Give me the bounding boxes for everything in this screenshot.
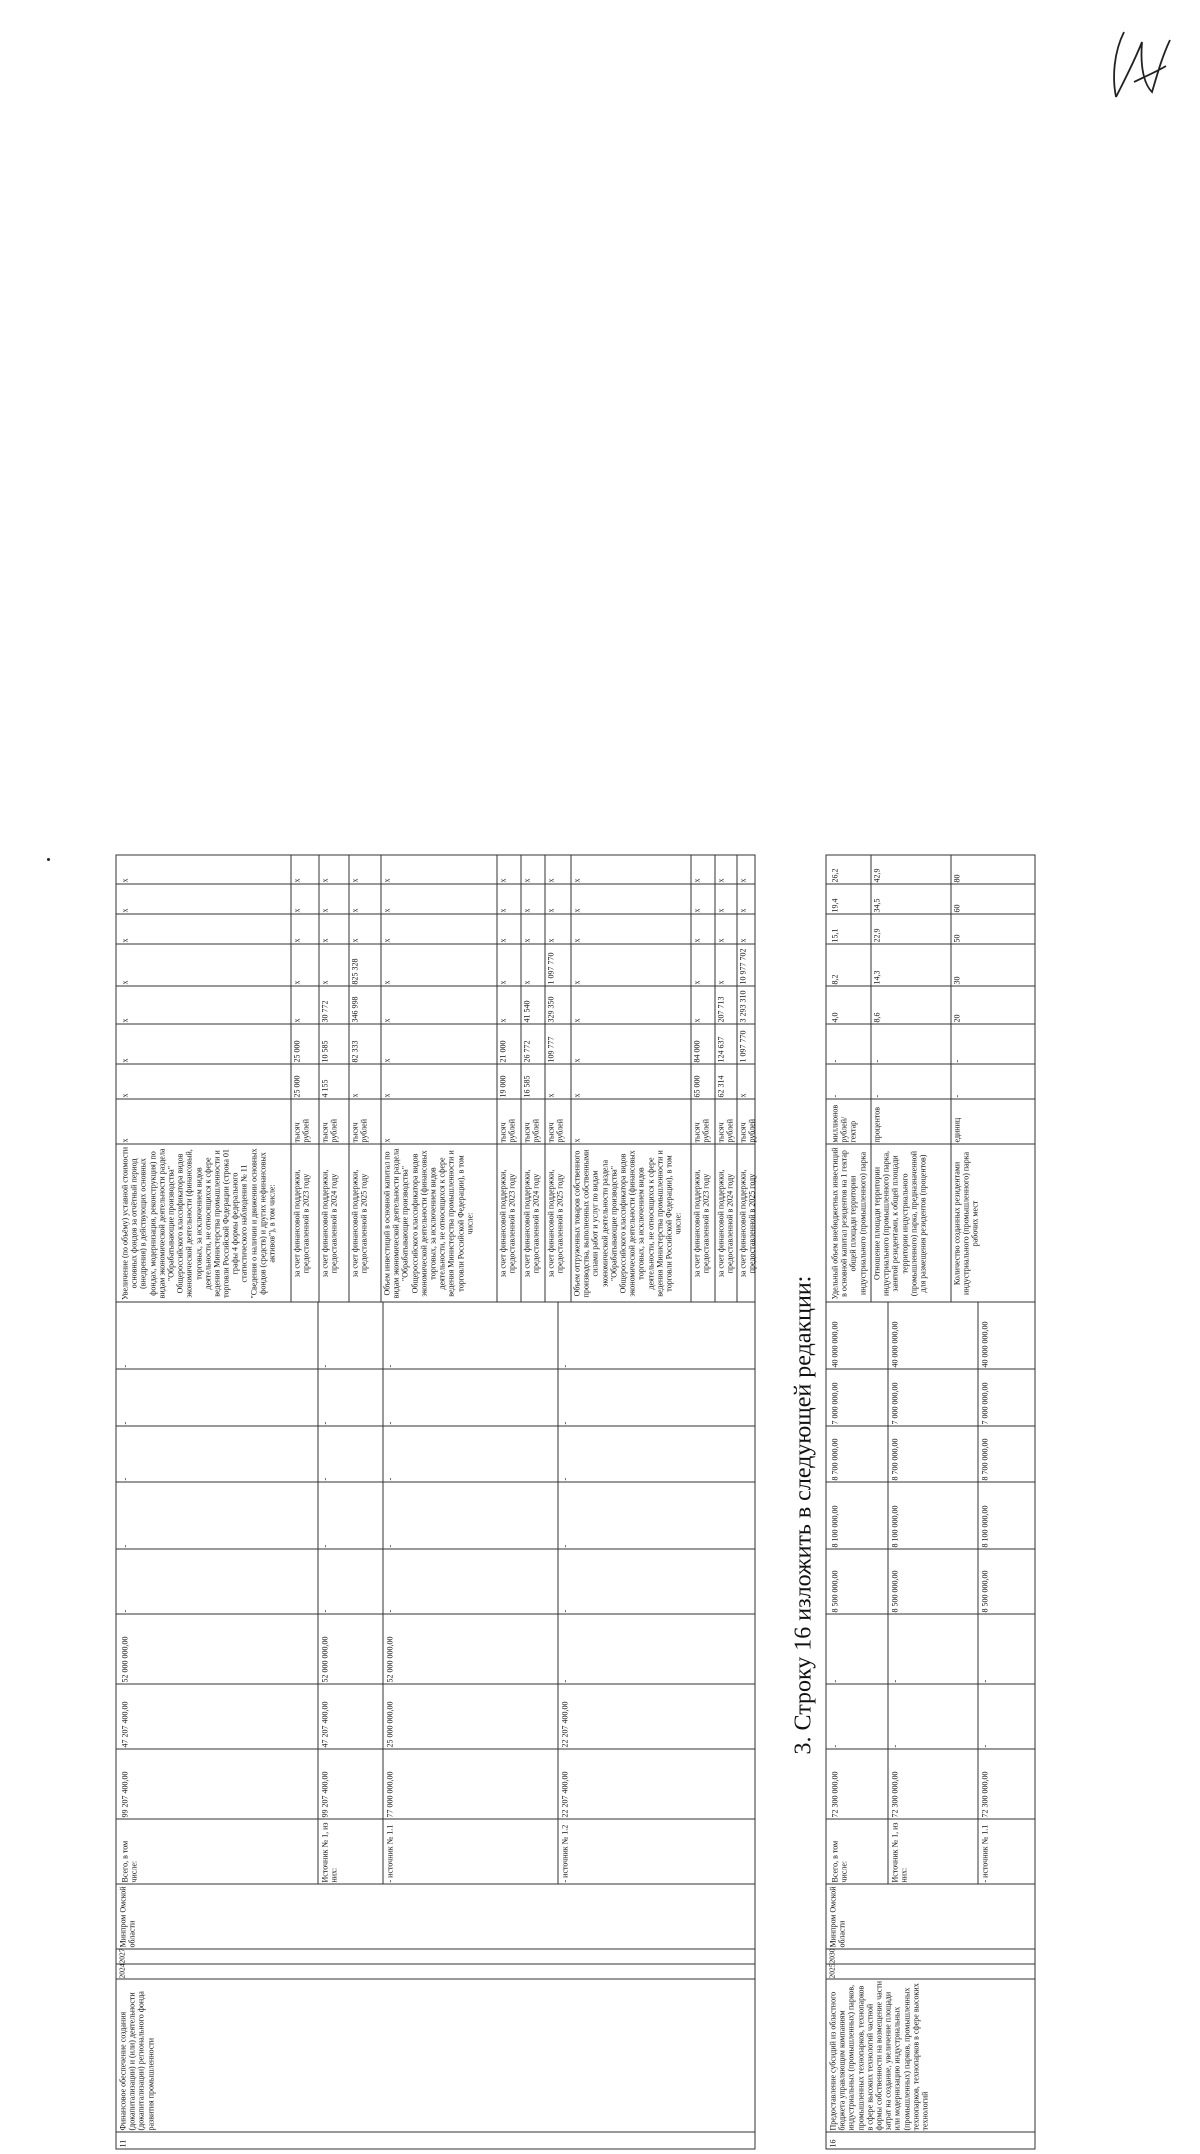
table1-indicator-base: 4 155 — [320, 1079, 329, 1097]
table1-indicator-v4: x — [716, 938, 725, 942]
table1-indicator-v2: x — [382, 1018, 391, 1022]
table1-col-divider — [115, 1948, 755, 1949]
table2-funding-y2024: - — [980, 1744, 989, 1747]
table1-executor: Минпром Омской области — [118, 1885, 137, 1947]
table1-indicator-v2: 346 998 — [350, 996, 359, 1022]
table1-indicator-v4: x — [572, 938, 581, 942]
table1-indicator-v2: x — [292, 1018, 301, 1022]
table2-indicator-v3: 8,2 — [830, 974, 839, 984]
table2-executor: Минпром Омской области — [828, 1885, 847, 1947]
table1-indicator-name: за счет финансовой поддержки, предоставленной в 2024 году — [716, 1169, 735, 1277]
table1-col-divider — [115, 1963, 755, 1964]
table1-indicator-v6: x — [522, 878, 531, 882]
table2-col-divider — [825, 883, 1035, 884]
table1-col-divider — [115, 1683, 755, 1684]
table1-indicator-v1: x — [382, 1058, 391, 1062]
table2-col-divider — [825, 1683, 1035, 1684]
table1-indicator-unit: тысяч рублей — [320, 1118, 339, 1142]
table1-funding-y2028: - — [320, 1477, 329, 1480]
table1-funding-y2025: 52 000 000,00 — [385, 1636, 394, 1682]
table2-funding-y2024: - — [890, 1744, 899, 1747]
table1-indicator-row-divider — [290, 854, 291, 1302]
table1-indicator-v3: x — [692, 980, 701, 984]
table1-funding-row-divider — [382, 1302, 383, 1884]
table2-indicator-v2: 4,0 — [830, 1012, 839, 1022]
table2-indicator-unit: единиц — [952, 1117, 961, 1142]
table1-indicator-v3: x — [716, 980, 725, 984]
table1-indicator-v5: x — [320, 908, 329, 912]
table1-indicator-v3: x — [320, 980, 329, 984]
table1-col-divider — [115, 1098, 755, 1099]
table2-col-divider — [825, 1368, 1035, 1369]
table1-indicator-base: 25 000 — [292, 1075, 301, 1097]
table1-indicator-row-divider — [348, 854, 349, 1302]
table1-funding-y2029: - — [560, 1421, 569, 1424]
table1-indicator-v2: 329 350 — [546, 996, 555, 1022]
table1-indicator-v3: x — [292, 980, 301, 984]
table1-indicator-v6: x — [320, 878, 329, 882]
table1-indicator-v2: x — [692, 1018, 701, 1022]
table2-funding-y2029: 7 000 000,00 — [980, 1382, 989, 1424]
table1-indicator-row-divider — [714, 854, 715, 1302]
table1-funding-y2024: 47 207 400,00 — [120, 1701, 129, 1747]
table2-indicator-v6: 26,2 — [830, 868, 839, 882]
table2-col-divider — [825, 913, 1035, 914]
table1-col-divider — [115, 2131, 755, 2132]
table1-funding-y2030: - — [120, 1364, 129, 1367]
table1-indicator-name: за счет финансовой поддержки, предоставленной в 2025 году — [350, 1169, 369, 1277]
table1-indicator-v4: x — [692, 938, 701, 942]
table1-indicator-unit: тысяч рублей — [716, 1118, 735, 1142]
table1-year-start: 2024 — [117, 1963, 126, 1978]
table2-indicator-row-divider — [870, 854, 871, 1302]
table1-col-divider — [115, 883, 755, 884]
table2-funding-y2028: 8 700 000,00 — [830, 1438, 839, 1480]
table1-funding-label: - источник № 1.1 — [385, 1824, 394, 1882]
table1-indicator-v5: x — [382, 908, 391, 912]
table1-funding-total: 99 207 400,00 — [120, 1771, 129, 1817]
table2-indicator-v1: - — [830, 1059, 839, 1062]
table1-indicator-name: за счет финансовой поддержки, предоставленной в 2025 году — [738, 1169, 757, 1277]
table2-funding-y2027: 8 100 000,00 — [890, 1505, 899, 1547]
table1-indicator-name: за счет финансовой поддержки, предоставленной в 2023 году — [692, 1169, 711, 1277]
table1-indicator-v3: x — [498, 980, 507, 984]
table1-indicator-row-divider — [496, 854, 497, 1302]
table1-funding-y2027: - — [320, 1544, 329, 1547]
table1-indicator-base: x — [572, 1093, 581, 1097]
table1-indicator-v4: x — [546, 938, 555, 942]
table2-funding-y2029: 7 000 000,00 — [830, 1382, 839, 1424]
speck — [47, 858, 50, 861]
table1-col-divider — [115, 1748, 755, 1749]
table1-col-divider — [115, 1143, 755, 1144]
table1-indicator-v3: x — [120, 980, 129, 984]
table1-indicator-base: 62 314 — [716, 1075, 725, 1097]
table2-indicator-v4: 50 — [952, 934, 961, 942]
table1-indicator-v4: x — [382, 938, 391, 942]
table1-indicator-v1: 21 000 — [498, 1040, 507, 1062]
table1-indicator-base: x — [350, 1093, 359, 1097]
table1-indicator-unit: тысяч рублей — [546, 1118, 565, 1142]
table2-col-divider — [825, 1023, 1035, 1024]
table2-col-divider — [825, 1425, 1035, 1426]
table1-col-divider — [115, 1301, 755, 1302]
table1-col-divider — [115, 985, 755, 986]
table2-col-divider — [825, 1098, 1035, 1099]
table1-indicator-v4: x — [320, 938, 329, 942]
table1-indicator-v1: x — [120, 1058, 129, 1062]
table2-col-divider — [825, 1948, 1035, 1949]
table1-funding-total: 77 000 000,00 — [385, 1771, 394, 1817]
signature-icon — [1104, 22, 1184, 106]
table1-col-divider — [115, 1481, 755, 1482]
table1-indicator-name: за счет финансовой поддержки, предоставленной в 2025 году — [546, 1169, 565, 1277]
table1-indicator-row-divider — [318, 854, 319, 1302]
table1-indicator-v1: 109 777 — [546, 1036, 555, 1062]
table2-indicator-v3: 14,3 — [872, 970, 881, 984]
table1-col-divider — [115, 1883, 755, 1884]
table2-col-divider — [825, 1481, 1035, 1482]
table1-indicator-base: 19 000 — [498, 1075, 507, 1097]
table1-indicator-name: за счет финансовой поддержки, предоставленной в 2024 году — [522, 1169, 541, 1277]
table2-funding-label: - источник № 1.1 — [980, 1824, 989, 1882]
table1-col-divider — [115, 1613, 755, 1614]
table2-funding-y2030: 40 000 000,00 — [830, 1321, 839, 1367]
table1-indicator-base: x — [382, 1093, 391, 1097]
table2-col-divider — [825, 1548, 1035, 1549]
table1-indicator-unit: тысяч рублей — [498, 1118, 517, 1142]
table1-year-end: 2027 — [117, 1948, 126, 1963]
table1-indicator-v1: 26 772 — [522, 1040, 531, 1062]
table1-indicator-v3: x — [382, 980, 391, 984]
table1-indicator-v3: 10 977 702 — [738, 948, 747, 984]
table2-funding-y2026: 8 500 000,00 — [830, 1570, 839, 1612]
table1-funding-y2027: - — [560, 1544, 569, 1547]
table1-indicator-unit: x — [120, 1138, 129, 1142]
table2-funding-y2030: 40 000 000,00 — [980, 1321, 989, 1367]
table2-indicator-v5: 19,4 — [830, 898, 839, 912]
table1-indicator-row-divider — [690, 854, 691, 1302]
table1-indicator-unit: x — [572, 1138, 581, 1142]
table1-indicator-v5: x — [692, 908, 701, 912]
table2-indicator-unit: процентов — [872, 1106, 881, 1142]
table1-funding-y2026: - — [120, 1609, 129, 1612]
table2-indicator-v2: 20 — [952, 1014, 961, 1022]
table2-col-divider — [825, 1063, 1035, 1064]
table1-indicator-v4: x — [350, 938, 359, 942]
table2-indicator-v3: 30 — [952, 976, 961, 984]
table1-indicator-row-divider — [520, 854, 521, 1302]
table2-funding-y2030: 40 000 000,00 — [890, 1321, 899, 1367]
table1-indicator-unit: x — [382, 1138, 391, 1142]
table1-indicator-v2: 3 293 310 — [738, 990, 747, 1022]
table1-funding-y2027: - — [120, 1544, 129, 1547]
table1-indicator-base: 65 000 — [692, 1075, 701, 1097]
table1-funding-y2025: - — [560, 1679, 569, 1682]
table2-year-start: 2025 — [827, 1963, 836, 1978]
table1-indicator-v1: x — [572, 1058, 581, 1062]
table1-funding-y2028: - — [120, 1477, 129, 1480]
table2-col-divider — [825, 1143, 1035, 1144]
table1-indicator-v5: x — [498, 908, 507, 912]
table1-funding-y2025: 52 000 000,00 — [320, 1636, 329, 1682]
table2-funding-y2026: 8 500 000,00 — [980, 1570, 989, 1612]
table1-indicator-v2: 30 772 — [320, 1000, 329, 1022]
table1-funding-y2026: - — [385, 1609, 394, 1612]
table1-indicator-v2: 207 713 — [716, 996, 725, 1022]
table2-col-divider — [825, 1883, 1035, 1884]
table1-indicator-unit: тысяч рублей — [292, 1118, 311, 1142]
table1-indicator-name: за счет финансовой поддержки, предоставленной в 2024 году — [320, 1169, 339, 1277]
table1-indicator-v4: x — [738, 938, 747, 942]
table1-indicator-v2: x — [572, 1018, 581, 1022]
table1-col-divider — [115, 913, 755, 914]
table1-col-divider — [115, 1548, 755, 1549]
table2-indicator-unit: миллионов рублей/гектар — [830, 1104, 858, 1142]
table2-col-divider — [825, 1613, 1035, 1614]
table1-funding-y2025: 52 000 000,00 — [120, 1636, 129, 1682]
table1-col-divider — [115, 1978, 755, 1979]
table1-item-name: Финансовое обеспечение создания (докапитализации) и (или) деятельности (докапитализации) регионального фонда развития промышленности — [118, 1990, 155, 2130]
table1-funding-y2026: - — [320, 1609, 329, 1612]
table2-funding-y2029: 7 000 000,00 — [890, 1382, 899, 1424]
table1-indicator-name: Увеличение (по объёму) уставной стоимости основных фондов за отчётный период (внедрения) в действующих основных фондах, модернизация, реконструкция) по видам экономической деятельности раздела "Обрабатывающие производства" Общероссийского классификатора видов экономической деятельности (финансовый, торговых, за исключением видов деятельности, не относящихся к сфере ведения Министерства промышленности и торговли Российской Федерации (строка 01 графы 4 формы федерального статистического наблюдения № 11 "Сведения о наличии и движении основных фондов (средств) и других нефинансовых активов"), в том числе: — [120, 1146, 276, 1300]
table2-item-name: Предоставление субсидий из областного бюджета управляющим компаниям индустриальных (промышленных) парков, промышленных технопарков, технопарков в сфере высоких технологий частной формы собственности на возмещение части затрат на создание, увеличение площади или модернизацию индустриальных (промышленных) парков, промышленных технопарков, технопарков в сфере высоких технологий — [828, 1980, 929, 2130]
table1-funding-label: Источник № 1, из них: — [320, 1821, 339, 1882]
table1-col-divider — [115, 1818, 755, 1819]
table1-indicator-row-divider — [570, 854, 571, 1302]
table1-indicator-v6: x — [572, 878, 581, 882]
table1-indicator-v5: x — [716, 908, 725, 912]
table2-col-divider — [825, 1818, 1035, 1819]
table1-indicator-v1: 84 000 — [692, 1040, 701, 1062]
table1-indicator-unit: тысяч рублей — [738, 1118, 757, 1142]
table1-indicator-v6: x — [546, 878, 555, 882]
table1-col-divider — [115, 1063, 755, 1064]
table1-indicator-row-divider — [544, 854, 545, 1302]
table2-col-divider — [825, 985, 1035, 986]
table1-indicator-base: x — [120, 1093, 129, 1097]
table1-funding-row-divider — [317, 1302, 318, 1884]
table1-indicator-v1: 1 097 770 — [738, 1030, 747, 1062]
table1-funding-y2024: 47 207 400,00 — [320, 1701, 329, 1747]
table1-indicator-v5: x — [572, 908, 581, 912]
table2-funding-y2025: - — [980, 1679, 989, 1682]
table1-indicator-v2: x — [498, 1018, 507, 1022]
table1-indicator-v6: x — [692, 878, 701, 882]
table2-indicator-base: - — [830, 1094, 839, 1097]
table2-indicator-v6: 80 — [952, 874, 961, 882]
table1-indicator-name: Объем инвестиций в основной капитал по видам экономической деятельности раздела "Обрабатывающие производства" Общероссийского классификатора видов экономической деятельности (финансовых торговых, за исключением видов деятельности, не относящихся к сфере ведения Министерства промышленности и торговли Российской Федерации), в том числе: — [382, 1148, 474, 1298]
table2-indicator-base: - — [872, 1094, 881, 1097]
table2-indicator-v5: 60 — [952, 904, 961, 912]
table1-indicator-v6: x — [350, 878, 359, 882]
table1-indicator-v2: x — [120, 1018, 129, 1022]
table2-indicator-v4: 22,9 — [872, 928, 881, 942]
table1-funding-y2029: - — [120, 1421, 129, 1424]
table1-funding-total: 22 207 400,00 — [560, 1771, 569, 1817]
table1-funding-y2030: - — [320, 1364, 329, 1367]
table1-indicator-v4: x — [498, 938, 507, 942]
table2-indicator-name: Количество созданных резидентами индустриального (промышленного) парка рабочих мест — [952, 1151, 980, 1295]
table1-col-divider — [115, 943, 755, 944]
table2-year-end: 2030 — [827, 1948, 836, 1963]
table2-indicator-v2: 8,6 — [872, 1012, 881, 1022]
table2-funding-row-divider — [977, 1302, 978, 1884]
table1-indicator-row-divider — [380, 854, 381, 1302]
table2-funding-y2025: - — [830, 1679, 839, 1682]
table1-indicator-v5: x — [546, 908, 555, 912]
table1-indicator-v4: x — [120, 938, 129, 942]
table2-indicator-v6: 42,9 — [872, 868, 881, 882]
table1-funding-y2029: - — [320, 1421, 329, 1424]
table1-indicator-name: за счет финансовой поддержки, предоставленной в 2023 году — [292, 1169, 311, 1277]
table2-funding-y2027: 8 100 000,00 — [980, 1505, 989, 1547]
table1-indicator-unit: тысяч рублей — [350, 1118, 369, 1142]
table2-frame — [825, 854, 1035, 2149]
table1-indicator-v6: x — [382, 878, 391, 882]
table1-indicator-base: x — [546, 1093, 555, 1097]
table2-row-number: 16 — [828, 2139, 837, 2147]
table2-indicator-name: Отношение площади территории индустриального (промышленного) парка, занятой резидентами, к общей площади территории индустриального (промышленного) парка, предназначенной для размещения резидентов (процентов) — [872, 1150, 927, 1296]
table2-funding-row-divider — [887, 1302, 888, 1884]
table2-col-divider — [825, 1963, 1035, 1964]
table2-funding-y2024: - — [830, 1744, 839, 1747]
table2-funding-total: 72 300 000,00 — [830, 1771, 839, 1817]
table1-funding-label: Всего, в том числе: — [120, 1840, 139, 1882]
table1-funding-y2030: - — [560, 1364, 569, 1367]
table1-indicator-v3: x — [572, 980, 581, 984]
table1-indicator-v1: 25 000 — [292, 1040, 301, 1062]
table1-indicator-name: за счет финансовой поддержки, предоставленной в 2023 году — [498, 1169, 517, 1277]
table2-funding-y2027: 8 100 000,00 — [830, 1505, 839, 1547]
table1-indicator-unit: тысяч рублей — [522, 1118, 541, 1142]
table1-indicator-name: Объем отгруженных товаров собственного производства, выполненных собственными силами работ и услуг по видам экономической деятельности раздела "Обрабатывающие производства" Общероссийского классификатора видов экономической деятельности (финансовых торговых, за исключением видов деятельности, не относящихся к сфере ведения Министерства промышленности и торговли Российской Федерации), в том числе: — [572, 1149, 683, 1297]
table2-col-divider — [825, 2131, 1035, 2132]
table2-indicator-v5: 34,5 — [872, 898, 881, 912]
table2-funding-total: 72 300 000,00 — [980, 1771, 989, 1817]
table1-indicator-v2: 41 540 — [522, 1000, 531, 1022]
table1-funding-y2024: 25 000 000,00 — [385, 1701, 394, 1747]
table1-col-divider — [115, 1368, 755, 1369]
table2-indicator-v1: - — [872, 1059, 881, 1062]
section-heading: 3. Строку 16 изложить в следующей редакции: — [790, 1275, 816, 1754]
table1-indicator-v4: x — [522, 938, 531, 942]
table2-funding-y2028: 8 700 000,00 — [980, 1438, 989, 1480]
table1-frame — [115, 854, 755, 2149]
table1-indicator-v6: x — [716, 878, 725, 882]
table2-col-divider — [825, 1301, 1035, 1302]
table1-indicator-v1: 10 585 — [320, 1040, 329, 1062]
table2-funding-label: Источник № 1, из них: — [890, 1821, 909, 1882]
table2-funding-y2028: 8 700 000,00 — [890, 1438, 899, 1480]
table1-col-divider — [115, 1425, 755, 1426]
table2-col-divider — [825, 1748, 1035, 1749]
table1-indicator-row-divider — [736, 854, 737, 1302]
table1-indicator-v5: x — [120, 908, 129, 912]
table1-indicator-v3: x — [522, 980, 531, 984]
table2-funding-label: Всего, в том числе: — [830, 1840, 849, 1882]
rotated-document — [100, 529, 1050, 2154]
table1-indicator-v3: 825 328 — [350, 958, 359, 984]
table1-indicator-v5: x — [292, 908, 301, 912]
table1-indicator-v6: x — [738, 878, 747, 882]
table1-funding-y2027: - — [385, 1544, 394, 1547]
table1-funding-y2028: - — [385, 1477, 394, 1480]
table1-funding-total: 99 207 400,00 — [320, 1771, 329, 1817]
table2-indicator-row-divider — [950, 854, 951, 1302]
table1-funding-y2030: - — [385, 1364, 394, 1367]
table1-indicator-v1: 124 637 — [716, 1036, 725, 1062]
table1-funding-label: - источник № 1.2 — [560, 1824, 569, 1882]
table1-col-divider — [115, 1023, 755, 1024]
table2-funding-y2026: 8 500 000,00 — [890, 1570, 899, 1612]
table1-row-number: 11 — [118, 2139, 127, 2147]
table2-indicator-v4: 15,1 — [830, 928, 839, 942]
table2-indicator-name: Удельный объем внебюджетных инвестиций в основной капитал резидентов на 1 гектар общей площади территории индустриального (промышленного) парка — [830, 1146, 867, 1300]
table1-funding-row-divider — [557, 1302, 558, 1884]
table2-funding-y2025: - — [890, 1679, 899, 1682]
table1-indicator-v6: x — [120, 878, 129, 882]
table1-indicator-v6: x — [498, 878, 507, 882]
table1-funding-y2024: 22 207 400,00 — [560, 1701, 569, 1747]
table1-indicator-v5: x — [350, 908, 359, 912]
table1-indicator-v3: 1 097 770 — [546, 952, 555, 984]
table1-indicator-v5: x — [738, 908, 747, 912]
table2-funding-total: 72 300 000,00 — [890, 1771, 899, 1817]
table1-indicator-v5: x — [522, 908, 531, 912]
table1-funding-y2029: - — [385, 1421, 394, 1424]
table2-indicator-v1: - — [952, 1059, 961, 1062]
table1-funding-y2028: - — [560, 1477, 569, 1480]
table2-indicator-base: - — [952, 1094, 961, 1097]
table1-indicator-unit: тысяч рублей — [692, 1118, 711, 1142]
table1-indicator-v4: x — [292, 938, 301, 942]
table1-indicator-v1: 82 333 — [350, 1040, 359, 1062]
table2-col-divider — [825, 943, 1035, 944]
table1-indicator-v6: x — [292, 878, 301, 882]
table2-col-divider — [825, 1978, 1035, 1979]
table1-indicator-base: x — [738, 1093, 747, 1097]
table1-funding-y2026: - — [560, 1609, 569, 1612]
table1-indicator-base: 16 585 — [522, 1075, 531, 1097]
